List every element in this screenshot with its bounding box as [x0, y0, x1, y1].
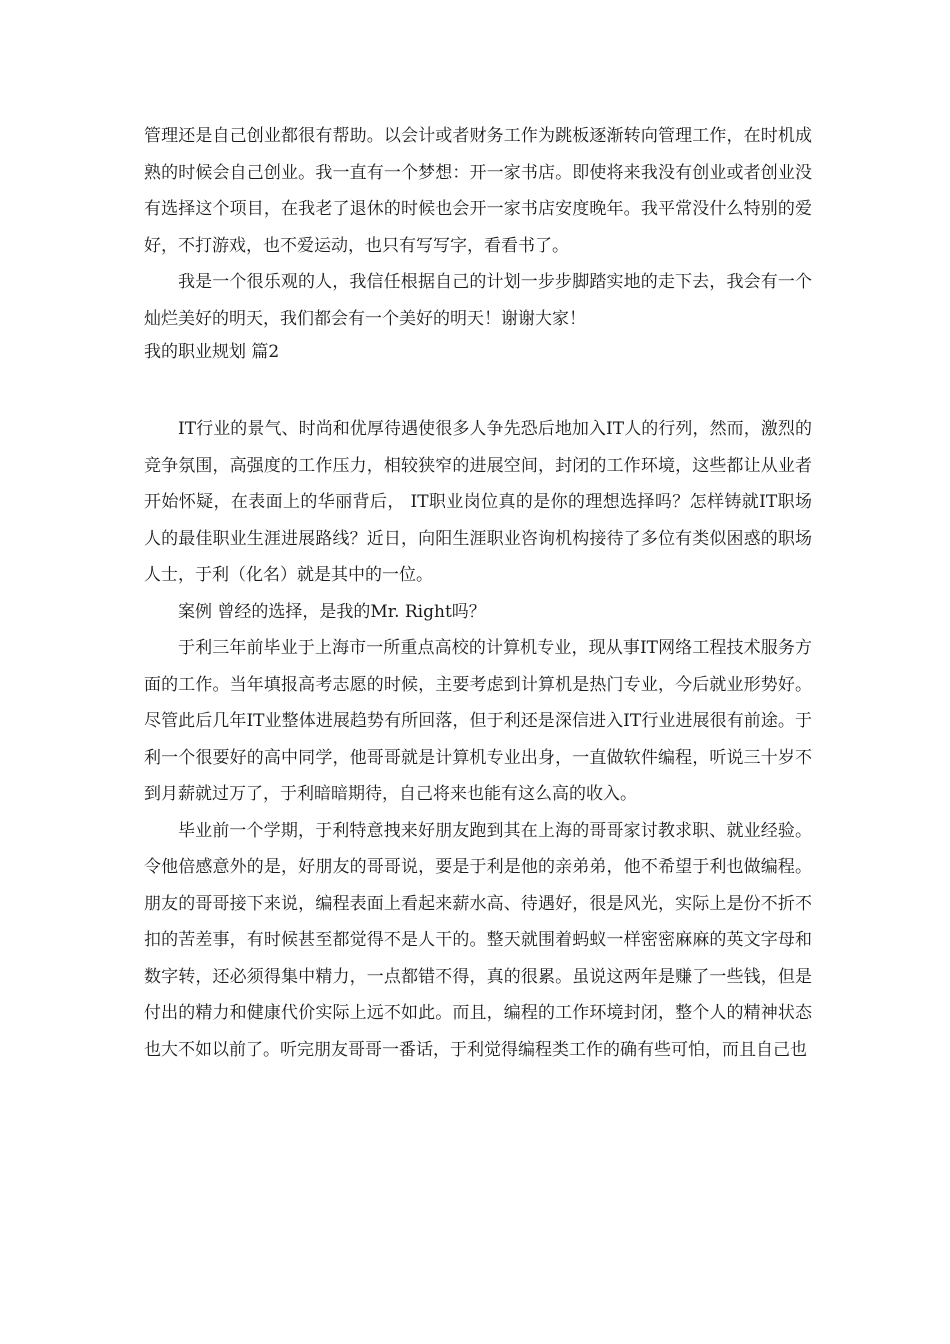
body-paragraph: IT行业的景气、时尚和优厚待遇使很多人争先恐后地加入IT人的行列，然而，激烈的竞争氛围，高强度的工作压力，相较狭窄的进展空间，封闭的工作环境，这些都让从业者开始怀疑，在表面上的华丽背后， IT职业岗位真的是你的理想选择吗？怎样铸就IT职场人的最佳职业生涯进展路线？近日，向阳生涯职业咨询机构接待了多位有类似困惑的职场人士，于利（化名）就是其中的一位。 [144, 419, 812, 585]
body-paragraph: 毕业前一个学期，于利特意拽来好朋友跑到其在上海的哥哥家讨教求职、就业经验。令他倍感意外的是，好朋友的哥哥说，要是于利是他的亲弟弟，他不希望于利也做编程。朋友的哥哥接下来说，编程表面上看起来薪水高、待遇好，很是风光，实际上是份不折不扣的苦差事，有时候甚至都觉得不是人干的。整天就围着蚂蚁一样密密麻麻的英文字母和数字转，还必须得集中精力，一点都错不得，真的很累。虽说这两年是赚了一些钱，但是付出的精力和健康代价实际上远不如此。而且，编程的工作环境封闭，整个人的精神状态也大不如以前了。听完朋友哥哥一番话，于利觉得编程类工作的确有些可怕，而且自己也 [144, 820, 812, 1060]
case-heading: 案例 曾经的选择，是我的Mr. Right吗？ [178, 601, 486, 622]
document-body [144, 118, 812, 1068]
section-title: 我的职业规划 篇2 [144, 342, 280, 362]
body-paragraph: 我是一个很乐观的人，我信任根据自己的计划一步步脚踏实地的走下去，我会有一个灿烂美好的明天，我们都会有一个美好的明天！谢谢大家！ [144, 272, 812, 329]
section-spacer [144, 367, 812, 411]
body-paragraph: 于利三年前毕业于上海市一所重点高校的计算机专业，现从事IT网络工程技术服务方面的工作。当年填报高考志愿的时候，主要考虑到计算机是热门专业，今后就业形势好。尽管此后几年IT业整体进展趋势有所回落，但于利还是深信进入IT行业进展很有前途。于利一个很要好的高中同学，他哥哥就是计算机专业出身，一直做软件编程，听说三十岁不到月薪就过万了，于利暗暗期待，自己将来也能有这么高的收入。 [144, 638, 812, 804]
body-paragraph: 管理还是自己创业都很有帮助。以会计或者财务工作为跳板逐渐转向管理工作，在时机成熟的时候会自己创业。我一直有一个梦想：开一家书店。即使将来我没有创业或者创业没有选择这个项目，在我老了退休的时候也会开一家书店安度晚年。我平常没什么特别的爱好，不打游戏，也不爱运动，也只有写写字，看看书了。 [144, 126, 812, 256]
